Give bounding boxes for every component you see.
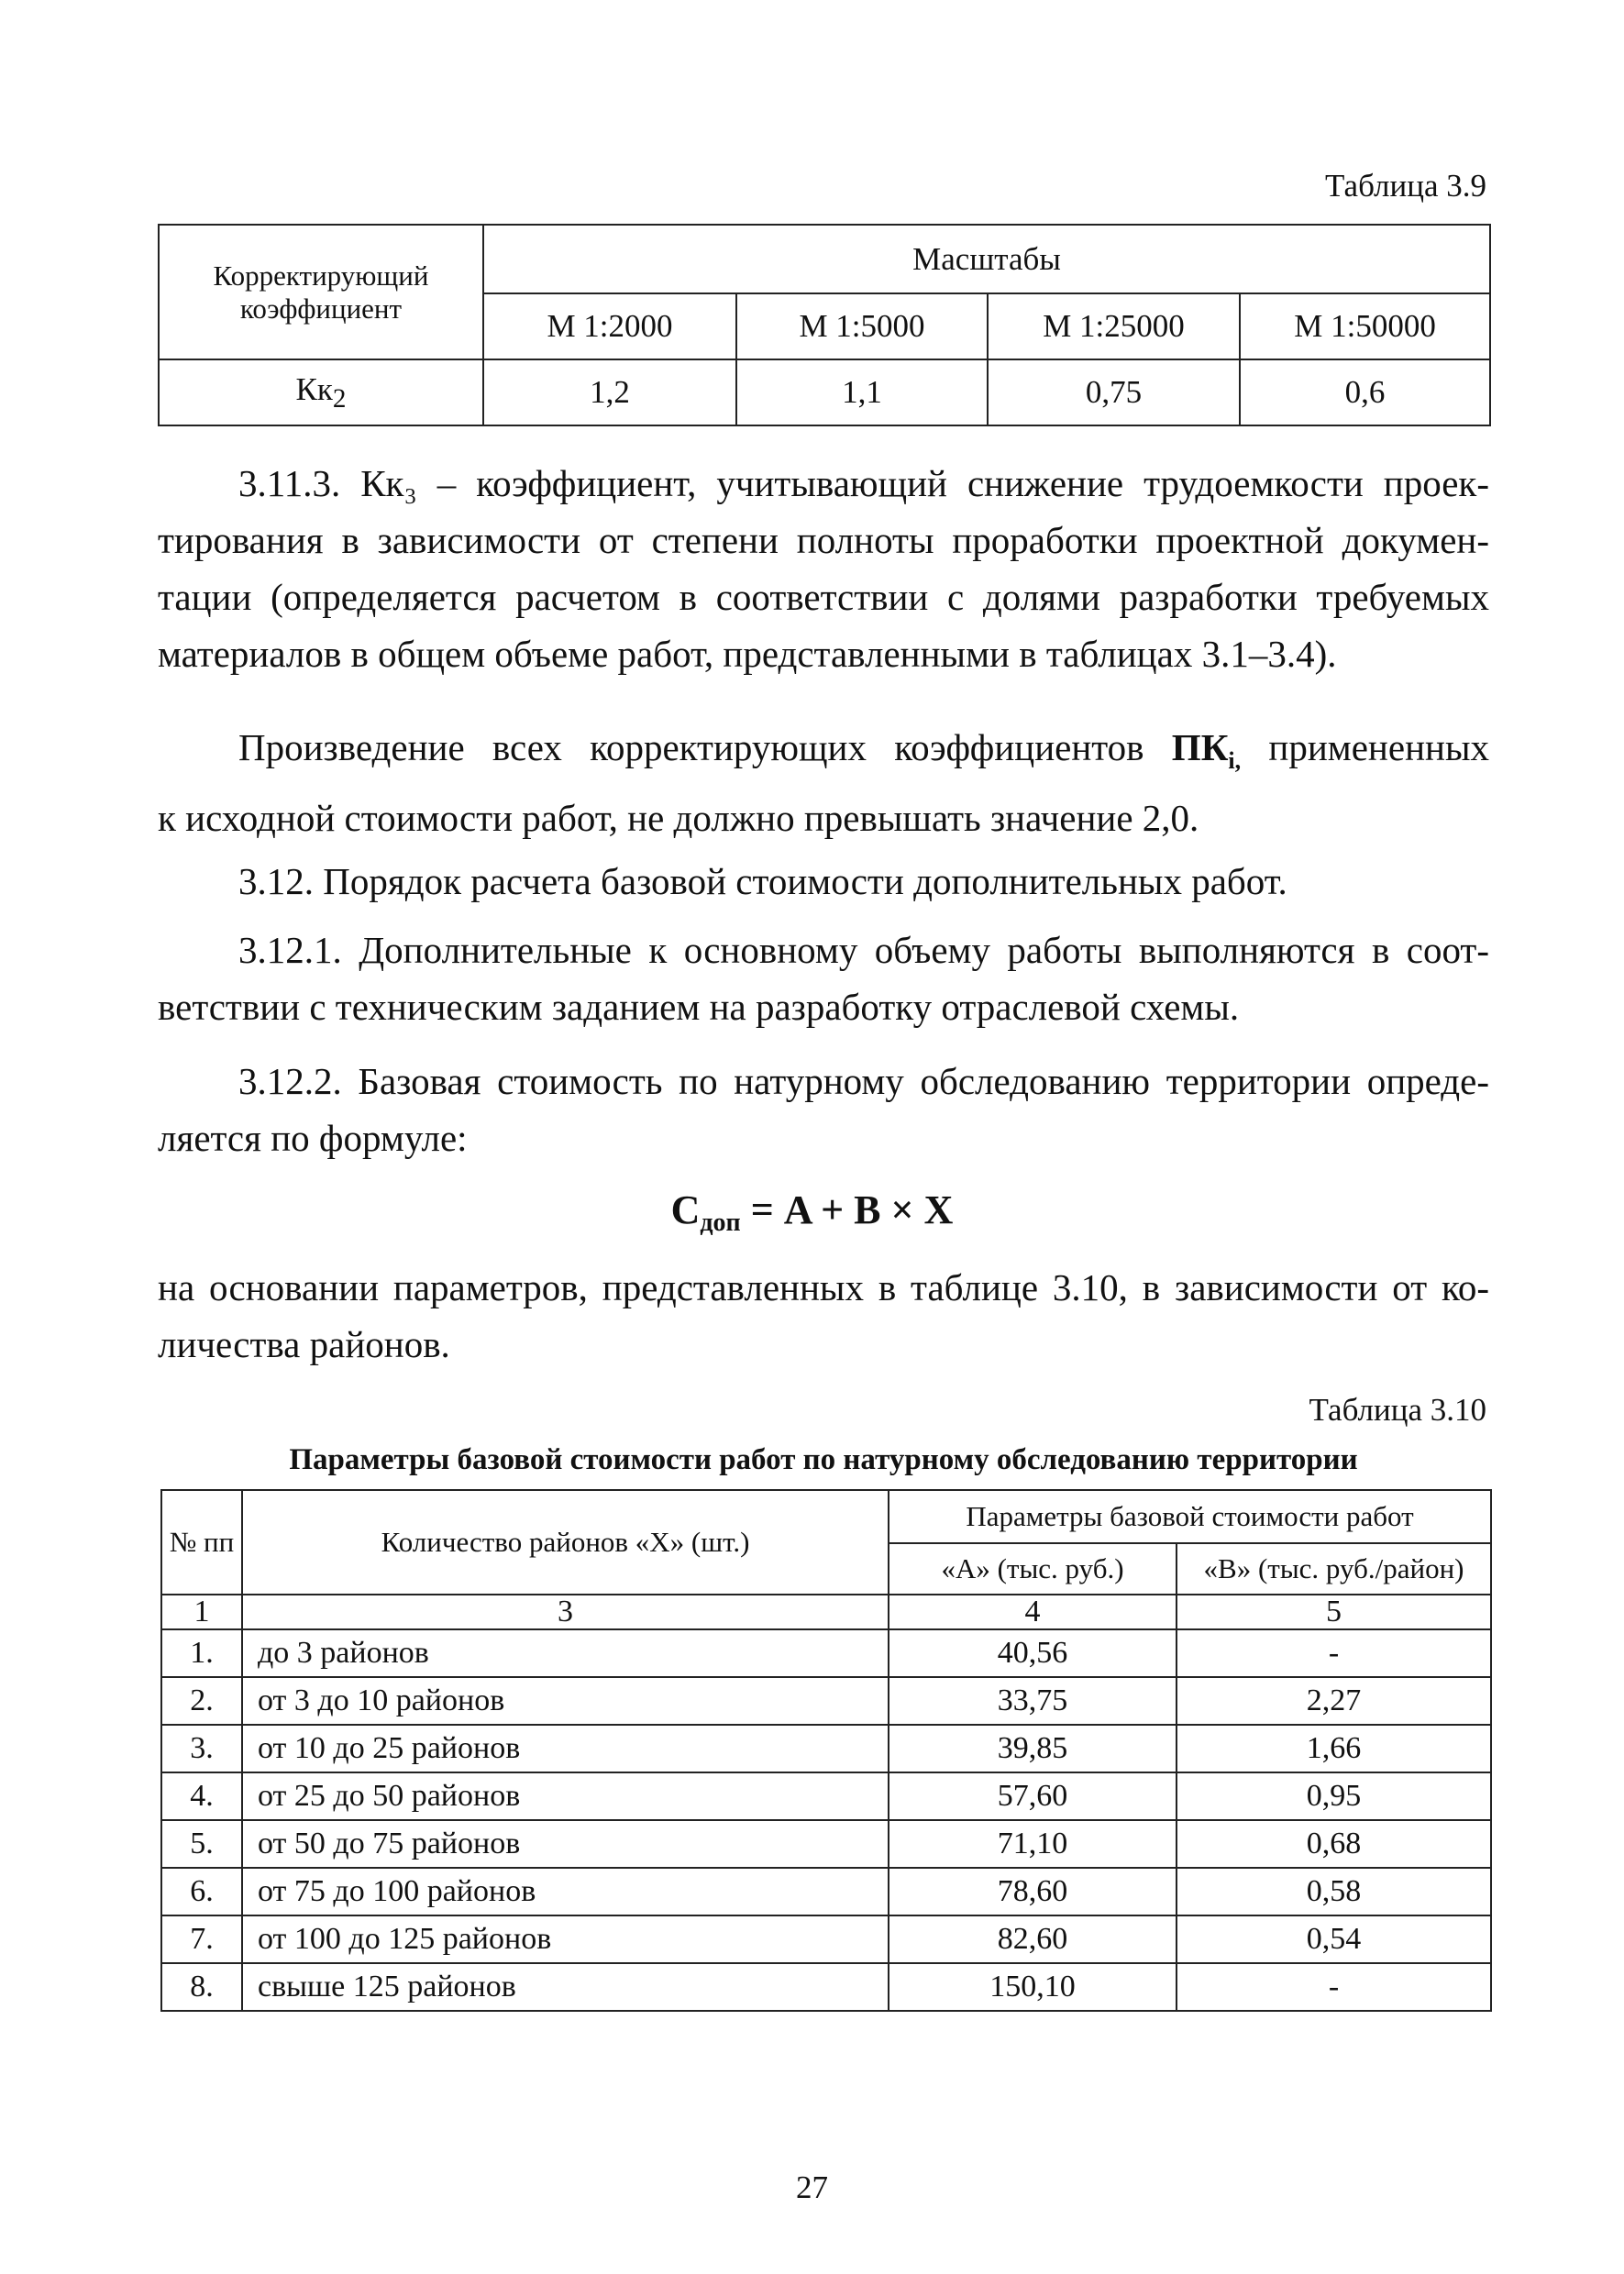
column-number: 5 [1177, 1595, 1491, 1629]
row-label: свыше 125 районов [242, 1963, 889, 2011]
row-a: 82,60 [889, 1915, 1177, 1963]
text-run: примененных [1241, 726, 1489, 768]
formula-lhs: С [670, 1187, 701, 1232]
table-cell: 0,75 [988, 359, 1240, 425]
row-num: 6. [161, 1868, 242, 1915]
text-line: 3.12.2. Базовая стоимость по натурному обследованию территории опреде- [238, 1060, 1489, 1102]
table-3-10-title: Параметры базовой стоимости работ по натурному обследованию территории [289, 1443, 1358, 1476]
row-b: 0,54 [1177, 1915, 1491, 1963]
row-b: - [1177, 1629, 1491, 1677]
table-3-10-caption: Таблица 3.10 [1309, 1392, 1486, 1428]
table-row [161, 1820, 1491, 1868]
row-a: 71,10 [889, 1820, 1177, 1868]
table-3-9-scale: М 1:5000 [736, 293, 988, 359]
table-3-9-header-corner: Корректирующий коэффициент [159, 225, 483, 359]
row-num: 3. [161, 1725, 242, 1772]
column-number: 4 [889, 1595, 1177, 1629]
paragraph-3-12 [158, 853, 1489, 910]
table-3-10 [160, 1489, 1492, 2012]
table-row [161, 1677, 1491, 1725]
row-b: - [1177, 1963, 1491, 2011]
row-label: от 100 до 125 районов [242, 1915, 889, 1963]
column-number: 3 [242, 1595, 889, 1629]
header-num: № пп [161, 1490, 242, 1595]
header-params-group: Параметры базовой стоимости работ [889, 1490, 1491, 1543]
text-run: Произведение всех корректирующих коэффициентов [238, 726, 1172, 768]
text-line: 3.12. Порядок расчета базовой стоимости дополнительных работ. [238, 860, 1287, 902]
table-row [161, 1772, 1491, 1820]
text-line: на основании параметров, представленных в таблице 3.10, в зависимости от ко- [158, 1266, 1489, 1308]
row-a: 57,60 [889, 1772, 1177, 1820]
table-3-9-caption: Таблица 3.9 [1325, 168, 1486, 204]
row-label: от 50 до 75 районов [242, 1820, 889, 1868]
text-line: к исходной стоимости работ, не должно превышать значение 2,0. [158, 797, 1199, 840]
table-3-9-scale: М 1:50000 [1240, 293, 1490, 359]
row-a: 78,60 [889, 1868, 1177, 1915]
bold-term: ПК [1171, 726, 1229, 768]
table-3-9 [158, 224, 1491, 426]
row-num: 8. [161, 1963, 242, 2011]
text-line: 3.11.3. Кк₃ – коэффициент, учитывающий снижение трудоемкости проек- [238, 462, 1489, 504]
column-number-row [161, 1595, 1491, 1629]
table-row [161, 1629, 1491, 1677]
table-cell: 1,2 [483, 359, 736, 425]
header-count: Количество районов «X» (шт.) [242, 1490, 889, 1595]
paragraph-3-11-3 [158, 455, 1489, 682]
table-row [159, 359, 1490, 425]
text-line [158, 719, 1489, 789]
table-row [161, 1725, 1491, 1772]
paragraph-3-12-2 [158, 1053, 1489, 1166]
text-line: личества районов. [158, 1323, 450, 1365]
row-a: 39,85 [889, 1725, 1177, 1772]
table-cell: 1,1 [736, 359, 988, 425]
table-row [161, 1963, 1491, 2011]
header-b: «B» (тыс. руб./район) [1177, 1543, 1491, 1595]
row-b: 0,68 [1177, 1820, 1491, 1868]
row-a: 40,56 [889, 1629, 1177, 1677]
formula-lhs-sub: доп [700, 1209, 741, 1237]
row-num: 2. [161, 1677, 242, 1725]
row-label: от 10 до 25 районов [242, 1725, 889, 1772]
column-number: 1 [161, 1595, 242, 1629]
header-a: «A» (тыс. руб.) [889, 1543, 1177, 1595]
formula-rhs: = A + B × X [740, 1187, 954, 1232]
row-label-sub: 2 [332, 383, 347, 414]
table-3-9-scale: М 1:2000 [483, 293, 736, 359]
row-num: 1. [161, 1629, 242, 1677]
row-b: 1,66 [1177, 1725, 1491, 1772]
table-row [161, 1868, 1491, 1915]
row-label: от 25 до 50 районов [242, 1772, 889, 1820]
text-line: 3.12.1. Дополнительные к основному объему работы выполняются в соот- [238, 929, 1489, 971]
formula [0, 1186, 1624, 1248]
table-3-9-row-label [159, 359, 483, 425]
row-b: 2,27 [1177, 1677, 1491, 1725]
row-a: 150,10 [889, 1963, 1177, 2011]
paragraph-3-12-1 [158, 922, 1489, 1035]
row-num: 7. [161, 1915, 242, 1963]
row-num: 5. [161, 1820, 242, 1868]
row-label: от 75 до 100 районов [242, 1868, 889, 1915]
paragraph-after-formula [158, 1259, 1489, 1373]
bold-term-sub: i, [1228, 747, 1242, 775]
table-3-9-header-group: Масштабы [483, 225, 1490, 293]
table-row [161, 1915, 1491, 1963]
paragraph-product-coefficients [158, 719, 1489, 846]
text-line: материалов в общем объеме работ, представленными в таблицах 3.1–3.4). [158, 633, 1337, 675]
page-number: 27 [796, 2169, 828, 2205]
row-b: 0,95 [1177, 1772, 1491, 1820]
text-line: тирования в зависимости от степени полноты проработки проектной докумен- [158, 519, 1489, 561]
row-label: до 3 районов [242, 1629, 889, 1677]
text-line: ляется по формуле: [158, 1117, 468, 1159]
table-3-9-scale: М 1:25000 [988, 293, 1240, 359]
row-label: от 3 до 10 районов [242, 1677, 889, 1725]
row-b: 0,58 [1177, 1868, 1491, 1915]
text-line: ветствии с техническим заданием на разработку отраслевой схемы. [158, 986, 1240, 1028]
row-a: 33,75 [889, 1677, 1177, 1725]
table-cell: 0,6 [1240, 359, 1490, 425]
row-num: 4. [161, 1772, 242, 1820]
text-line: тации (определяется расчетом в соответствии с долями разработки требуемых [158, 576, 1489, 618]
row-label-text: Кк [295, 370, 333, 407]
